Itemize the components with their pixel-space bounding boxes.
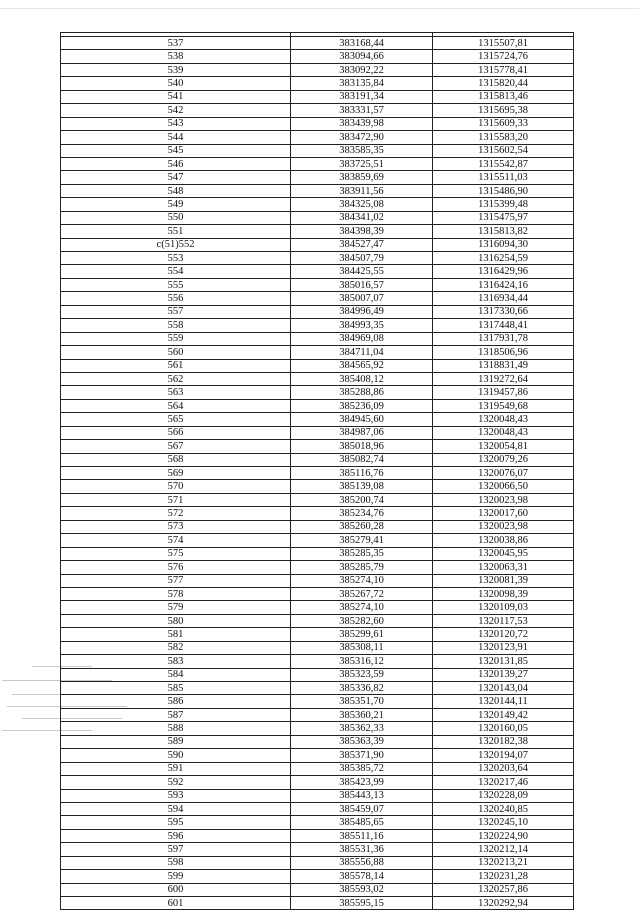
table-row: [61, 480, 574, 493]
x-coordinate-cell: 384507,79: [291, 252, 433, 265]
x-coordinate-cell: 384987,06: [291, 426, 433, 439]
y-coordinate-cell: 1320054,81: [433, 440, 574, 453]
x-coordinate-cell: 383859,69: [291, 171, 433, 184]
x-coordinate-cell: 385578,14: [291, 870, 433, 883]
y-coordinate-cell: 1320131,85: [433, 655, 574, 668]
table-row: [61, 144, 574, 157]
table-row: [61, 493, 574, 506]
x-coordinate-cell: 385459,07: [291, 802, 433, 815]
x-coordinate-cell: 385351,70: [291, 695, 433, 708]
point-number-cell: 568: [61, 453, 291, 466]
y-coordinate-cell: 1320063,31: [433, 561, 574, 574]
x-coordinate-cell: 385323,59: [291, 668, 433, 681]
x-coordinate-cell: 385082,74: [291, 453, 433, 466]
x-coordinate-cell: 385360,21: [291, 708, 433, 721]
point-number-cell: 547: [61, 171, 291, 184]
y-coordinate-cell: 1320048,43: [433, 426, 574, 439]
y-coordinate-cell: 1320081,39: [433, 574, 574, 587]
y-coordinate-cell: 1319272,64: [433, 372, 574, 385]
y-coordinate-cell: 1315813,46: [433, 90, 574, 103]
y-coordinate-cell: 1315486,90: [433, 184, 574, 197]
point-number-cell: 551: [61, 225, 291, 238]
point-number-cell: 597: [61, 843, 291, 856]
point-number-cell: 584: [61, 668, 291, 681]
point-number-cell: 579: [61, 601, 291, 614]
x-coordinate-cell: 385556,88: [291, 856, 433, 869]
y-coordinate-cell: 1320245,10: [433, 816, 574, 829]
table-row: [61, 238, 574, 251]
point-number-cell: 548: [61, 184, 291, 197]
y-coordinate-cell: 1320224,90: [433, 829, 574, 842]
coordinates-table-body: [61, 33, 574, 910]
y-coordinate-cell: 1316424,16: [433, 278, 574, 291]
point-number-cell: 559: [61, 332, 291, 345]
table-row: [61, 225, 574, 238]
table-row: [61, 708, 574, 721]
table-row: [61, 695, 574, 708]
table-row: [61, 157, 574, 170]
point-number-cell: 554: [61, 265, 291, 278]
x-coordinate-cell: 385285,79: [291, 561, 433, 574]
x-coordinate-cell: 385139,08: [291, 480, 433, 493]
table-row: [61, 534, 574, 547]
y-coordinate-cell: 1320182,38: [433, 735, 574, 748]
table-row: [61, 802, 574, 815]
y-coordinate-cell: 1317330,66: [433, 305, 574, 318]
x-coordinate-cell: 383911,56: [291, 184, 433, 197]
x-coordinate-cell: 385485,65: [291, 816, 433, 829]
x-coordinate-cell: 383094,66: [291, 50, 433, 63]
y-coordinate-cell: 1319457,86: [433, 386, 574, 399]
table-row: [61, 843, 574, 856]
point-number-cell: 583: [61, 655, 291, 668]
table-row: [61, 386, 574, 399]
x-coordinate-cell: 385363,39: [291, 735, 433, 748]
table-row: [61, 655, 574, 668]
x-coordinate-cell: 384969,08: [291, 332, 433, 345]
table-row: [61, 198, 574, 211]
point-number-cell: 561: [61, 359, 291, 372]
table-row: [61, 628, 574, 641]
y-coordinate-cell: 1320017,60: [433, 507, 574, 520]
x-coordinate-cell: 384398,39: [291, 225, 433, 238]
x-coordinate-cell: 385362,33: [291, 722, 433, 735]
point-number-cell: 586: [61, 695, 291, 708]
point-number-cell: c(51)552: [61, 238, 291, 251]
coordinates-table: [60, 32, 574, 910]
table-row: [61, 131, 574, 144]
point-number-cell: 541: [61, 90, 291, 103]
x-coordinate-cell: 384993,35: [291, 319, 433, 332]
x-coordinate-cell: 385371,90: [291, 749, 433, 762]
point-number-cell: 577: [61, 574, 291, 587]
y-coordinate-cell: 1316429,96: [433, 265, 574, 278]
x-coordinate-cell: 385299,61: [291, 628, 433, 641]
table-row: [61, 467, 574, 480]
x-coordinate-cell: 385511,16: [291, 829, 433, 842]
point-number-cell: 576: [61, 561, 291, 574]
point-number-cell: 550: [61, 211, 291, 224]
y-coordinate-cell: 1320038,86: [433, 534, 574, 547]
table-row: [61, 77, 574, 90]
y-coordinate-cell: 1320143,04: [433, 682, 574, 695]
table-row: [61, 319, 574, 332]
y-coordinate-cell: 1316934,44: [433, 292, 574, 305]
point-number-cell: 563: [61, 386, 291, 399]
x-coordinate-cell: 383472,90: [291, 131, 433, 144]
y-coordinate-cell: 1320066,50: [433, 480, 574, 493]
x-coordinate-cell: 385593,02: [291, 883, 433, 896]
table-row: [61, 211, 574, 224]
y-coordinate-cell: 1320292,94: [433, 897, 574, 910]
y-coordinate-cell: 1315602,54: [433, 144, 574, 157]
y-coordinate-cell: 1320228,09: [433, 789, 574, 802]
x-coordinate-cell: 385260,28: [291, 520, 433, 533]
table-row: [61, 63, 574, 76]
table-row: [61, 399, 574, 412]
table-row: [61, 104, 574, 117]
x-coordinate-cell: 385336,82: [291, 682, 433, 695]
y-coordinate-cell: 1320194,07: [433, 749, 574, 762]
x-coordinate-cell: 385116,76: [291, 467, 433, 480]
y-coordinate-cell: 1315778,41: [433, 63, 574, 76]
table-row: [61, 762, 574, 775]
point-number-cell: 593: [61, 789, 291, 802]
x-coordinate-cell: 383168,44: [291, 37, 433, 50]
x-coordinate-cell: 384425,55: [291, 265, 433, 278]
y-coordinate-cell: 1319549,68: [433, 399, 574, 412]
x-coordinate-cell: 385285,35: [291, 547, 433, 560]
table-row: [61, 292, 574, 305]
point-number-cell: 538: [61, 50, 291, 63]
y-coordinate-cell: 1320079,26: [433, 453, 574, 466]
y-coordinate-cell: 1320212,14: [433, 843, 574, 856]
table-row: [61, 346, 574, 359]
point-number-cell: 594: [61, 802, 291, 815]
table-row: [61, 453, 574, 466]
table-row: [61, 776, 574, 789]
x-coordinate-cell: 385274,10: [291, 601, 433, 614]
x-coordinate-cell: 385385,72: [291, 762, 433, 775]
x-coordinate-cell: 385308,11: [291, 641, 433, 654]
y-coordinate-cell: 1318506,96: [433, 346, 574, 359]
point-number-cell: 570: [61, 480, 291, 493]
point-number-cell: 595: [61, 816, 291, 829]
y-coordinate-cell: 1315511,03: [433, 171, 574, 184]
table-row: [61, 816, 574, 829]
point-number-cell: 582: [61, 641, 291, 654]
point-number-cell: 565: [61, 413, 291, 426]
point-number-cell: 569: [61, 467, 291, 480]
y-coordinate-cell: 1320098,39: [433, 587, 574, 600]
table-row: [61, 37, 574, 50]
x-coordinate-cell: 384527,47: [291, 238, 433, 251]
x-coordinate-cell: 384341,02: [291, 211, 433, 224]
y-coordinate-cell: 1320076,07: [433, 467, 574, 480]
point-number-cell: 562: [61, 372, 291, 385]
point-number-cell: 545: [61, 144, 291, 157]
y-coordinate-cell: 1315813,82: [433, 225, 574, 238]
x-coordinate-cell: 384945,60: [291, 413, 433, 426]
point-number-cell: 566: [61, 426, 291, 439]
table-row: [61, 682, 574, 695]
point-number-cell: 578: [61, 587, 291, 600]
y-coordinate-cell: 1320023,98: [433, 520, 574, 533]
table-row: [61, 252, 574, 265]
y-coordinate-cell: 1315475,97: [433, 211, 574, 224]
table-row: [61, 574, 574, 587]
point-number-cell: 553: [61, 252, 291, 265]
point-number-cell: 572: [61, 507, 291, 520]
point-number-cell: 558: [61, 319, 291, 332]
table-row: [61, 372, 574, 385]
table-row: [61, 668, 574, 681]
x-coordinate-cell: 385234,76: [291, 507, 433, 520]
y-coordinate-cell: 1320139,27: [433, 668, 574, 681]
point-number-cell: 564: [61, 399, 291, 412]
x-coordinate-cell: 383191,34: [291, 90, 433, 103]
point-number-cell: 546: [61, 157, 291, 170]
y-coordinate-cell: 1320149,42: [433, 708, 574, 721]
y-coordinate-cell: 1320109,03: [433, 601, 574, 614]
table-row: [61, 641, 574, 654]
table-row: [61, 171, 574, 184]
x-coordinate-cell: 385007,07: [291, 292, 433, 305]
y-coordinate-cell: 1315724,76: [433, 50, 574, 63]
point-number-cell: 549: [61, 198, 291, 211]
table-row: [61, 856, 574, 869]
table-row: [61, 184, 574, 197]
point-number-cell: 600: [61, 883, 291, 896]
x-coordinate-cell: 385016,57: [291, 278, 433, 291]
y-coordinate-cell: 1315542,87: [433, 157, 574, 170]
table-row: [61, 749, 574, 762]
table-row: [61, 870, 574, 883]
x-coordinate-cell: 385279,41: [291, 534, 433, 547]
y-coordinate-cell: 1315609,33: [433, 117, 574, 130]
table-row: [61, 426, 574, 439]
point-number-cell: 571: [61, 493, 291, 506]
x-coordinate-cell: 385274,10: [291, 574, 433, 587]
y-coordinate-cell: 1317931,78: [433, 332, 574, 345]
x-coordinate-cell: 384996,49: [291, 305, 433, 318]
y-coordinate-cell: 1315507,81: [433, 37, 574, 50]
point-number-cell: 575: [61, 547, 291, 560]
y-coordinate-cell: 1320231,28: [433, 870, 574, 883]
table-row: [61, 265, 574, 278]
table-row: [61, 722, 574, 735]
x-coordinate-cell: 385443,13: [291, 789, 433, 802]
x-coordinate-cell: 385316,12: [291, 655, 433, 668]
table-row: [61, 440, 574, 453]
point-number-cell: 540: [61, 77, 291, 90]
x-coordinate-cell: 383439,98: [291, 117, 433, 130]
x-coordinate-cell: 385282,60: [291, 614, 433, 627]
y-coordinate-cell: 1320144,11: [433, 695, 574, 708]
point-number-cell: 589: [61, 735, 291, 748]
y-coordinate-cell: 1320257,86: [433, 883, 574, 896]
point-number-cell: 573: [61, 520, 291, 533]
y-coordinate-cell: 1320123,91: [433, 641, 574, 654]
y-coordinate-cell: 1320120,72: [433, 628, 574, 641]
point-number-cell: 590: [61, 749, 291, 762]
x-coordinate-cell: 385408,12: [291, 372, 433, 385]
point-number-cell: 598: [61, 856, 291, 869]
table-row: [61, 50, 574, 63]
table-row: [61, 90, 574, 103]
table-row: [61, 614, 574, 627]
x-coordinate-cell: 385236,09: [291, 399, 433, 412]
table-row: [61, 587, 574, 600]
point-number-cell: 543: [61, 117, 291, 130]
point-number-cell: 556: [61, 292, 291, 305]
y-coordinate-cell: 1320213,21: [433, 856, 574, 869]
x-coordinate-cell: 383092,22: [291, 63, 433, 76]
table-row: [61, 305, 574, 318]
x-coordinate-cell: 384565,92: [291, 359, 433, 372]
point-number-cell: 567: [61, 440, 291, 453]
table-row: [61, 547, 574, 560]
y-coordinate-cell: 1316254,59: [433, 252, 574, 265]
point-number-cell: 580: [61, 614, 291, 627]
table-row: [61, 520, 574, 533]
point-number-cell: 587: [61, 708, 291, 721]
x-coordinate-cell: 385267,72: [291, 587, 433, 600]
x-coordinate-cell: 385595,15: [291, 897, 433, 910]
table-row: [61, 332, 574, 345]
x-coordinate-cell: 383725,51: [291, 157, 433, 170]
y-coordinate-cell: 1320160,05: [433, 722, 574, 735]
table-row: [61, 413, 574, 426]
point-number-cell: 557: [61, 305, 291, 318]
point-number-cell: 585: [61, 682, 291, 695]
y-coordinate-cell: 1320048,43: [433, 413, 574, 426]
table-row: [61, 507, 574, 520]
point-number-cell: 601: [61, 897, 291, 910]
point-number-cell: 542: [61, 104, 291, 117]
y-coordinate-cell: 1315399,48: [433, 198, 574, 211]
point-number-cell: 560: [61, 346, 291, 359]
x-coordinate-cell: 385288,86: [291, 386, 433, 399]
x-coordinate-cell: 383585,35: [291, 144, 433, 157]
page-top-edge: [0, 8, 639, 9]
point-number-cell: 596: [61, 829, 291, 842]
point-number-cell: 588: [61, 722, 291, 735]
x-coordinate-cell: 385018,96: [291, 440, 433, 453]
y-coordinate-cell: 1320240,85: [433, 802, 574, 815]
y-coordinate-cell: 1317448,41: [433, 319, 574, 332]
table-row: [61, 735, 574, 748]
x-coordinate-cell: 383135,84: [291, 77, 433, 90]
table-row: [61, 883, 574, 896]
point-number-cell: 592: [61, 776, 291, 789]
point-number-cell: 574: [61, 534, 291, 547]
table-row: [61, 601, 574, 614]
y-coordinate-cell: 1320117,53: [433, 614, 574, 627]
table-row: [61, 117, 574, 130]
table-row: [61, 359, 574, 372]
y-coordinate-cell: 1316094,30: [433, 238, 574, 251]
point-number-cell: 537: [61, 37, 291, 50]
table-row: [61, 829, 574, 842]
x-coordinate-cell: 385200,74: [291, 493, 433, 506]
y-coordinate-cell: 1320203,64: [433, 762, 574, 775]
table-row: [61, 789, 574, 802]
point-number-cell: 581: [61, 628, 291, 641]
x-coordinate-cell: 383331,57: [291, 104, 433, 117]
y-coordinate-cell: 1315820,44: [433, 77, 574, 90]
y-coordinate-cell: 1315695,38: [433, 104, 574, 117]
y-coordinate-cell: 1320045,95: [433, 547, 574, 560]
point-number-cell: 539: [61, 63, 291, 76]
x-coordinate-cell: 384711,04: [291, 346, 433, 359]
y-coordinate-cell: 1320217,46: [433, 776, 574, 789]
table-row: [61, 561, 574, 574]
x-coordinate-cell: 385423,99: [291, 776, 433, 789]
point-number-cell: 555: [61, 278, 291, 291]
y-coordinate-cell: 1315583,20: [433, 131, 574, 144]
point-number-cell: 544: [61, 131, 291, 144]
point-number-cell: 591: [61, 762, 291, 775]
y-coordinate-cell: 1318831,49: [433, 359, 574, 372]
point-number-cell: 599: [61, 870, 291, 883]
x-coordinate-cell: 384325,08: [291, 198, 433, 211]
y-coordinate-cell: 1320023,98: [433, 493, 574, 506]
x-coordinate-cell: 385531,36: [291, 843, 433, 856]
table-row: [61, 278, 574, 291]
table-row: [61, 897, 574, 910]
